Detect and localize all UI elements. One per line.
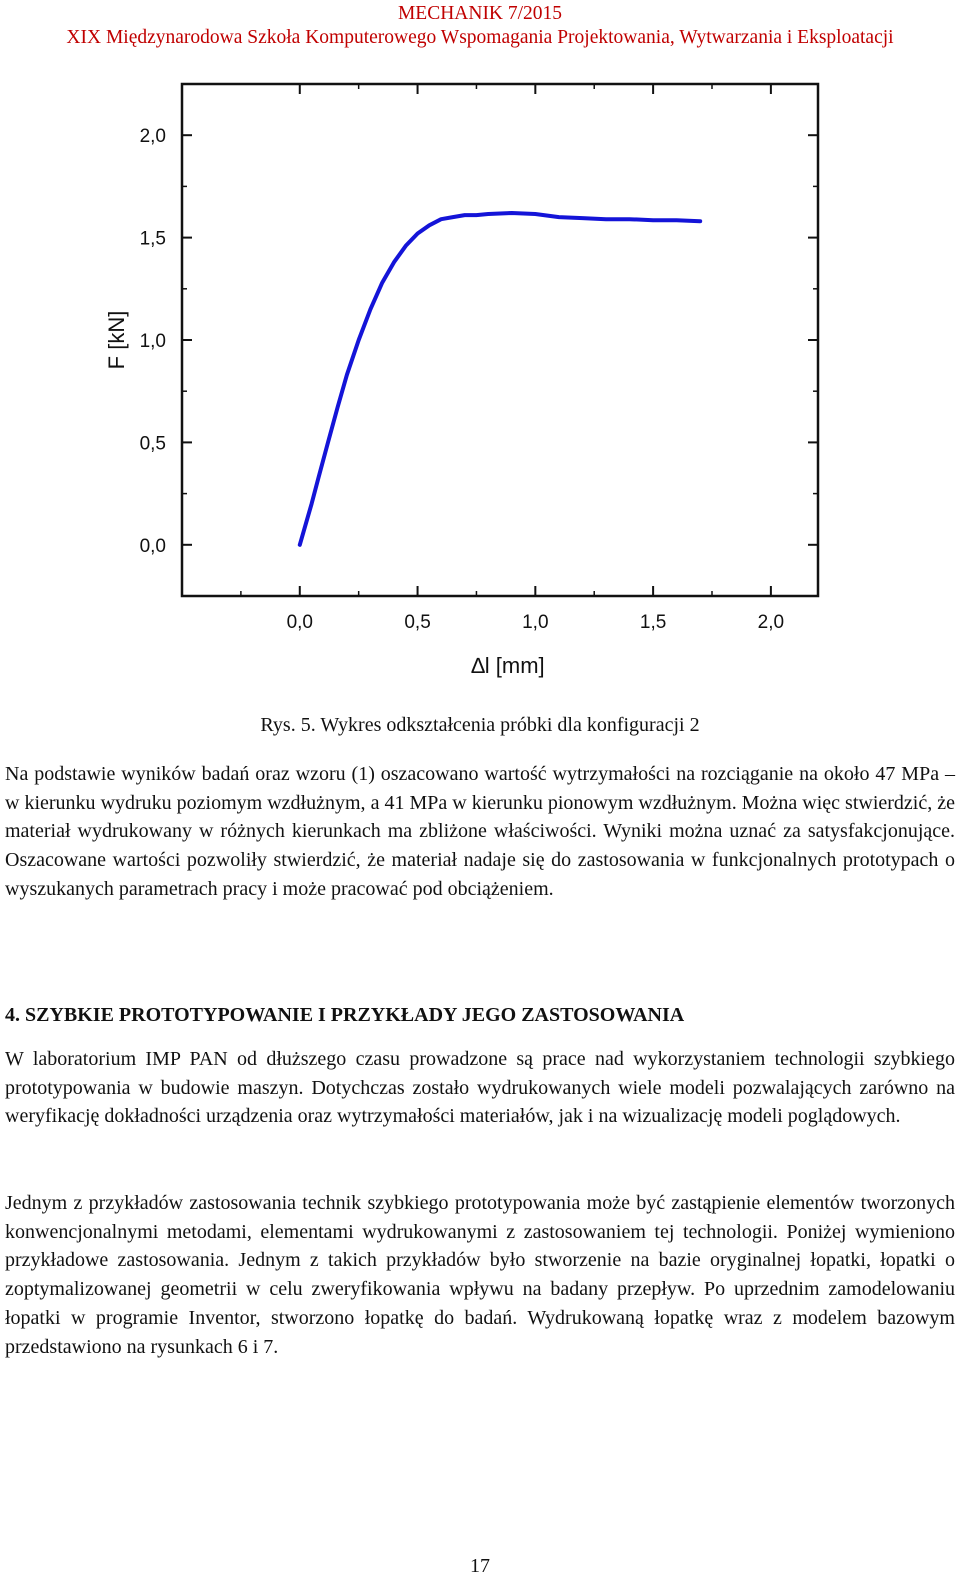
y-axis-label: F [kN] <box>104 310 129 370</box>
section-heading: 4. SZYBKIE PROTOTYPOWANIE I PRZYKŁADY JEGO ZASTOSOWANIA <box>5 1004 685 1026</box>
chart-svg <box>0 0 960 700</box>
x-tick-label: 0,0 <box>286 612 313 633</box>
x-tick-label: 1,5 <box>639 612 667 633</box>
paragraph-examples: Jednym z przykładów zastosowania technik szybkiego prototypowania może być zastąpienie elementów tworzonych konwencjonalnymi metodami, elementami wydrukowanymi z zastosowaniem tej technologii. Poniżej wymieniono przykładowe zastosowania. Jednym z takich przykładów było stworzenie na bazie oryginalnej łopatki, łopatki o zoptymalizowanej geometrii w celu zweryfikowania wpływu na badany przepływ. Po uprzednim zamodelowaniu łopatki w programie Inventor, stworzono łopatkę do badań. Wydrukowaną łopatkę wraz z modelem bazowym przedstawiono na rysunkach 6 i 7. <box>5 1192 955 1358</box>
x-axis-label: ∆l [mm] <box>471 653 545 678</box>
paragraph-laboratory: W laboratorium IMP PAN od dłuższego czasu prowadzone są prace nad wykorzystaniem technologii szybkiego prototypowania w budowie maszyn. Dotychczas zostało wydrukowanych wiele modeli pozwalających zarówno na weryfikację dokładności urządzenia oraz wytrzymałości materiałów, jak i na wizualizację modeli poglądowych. <box>5 1048 955 1128</box>
series-line <box>300 213 700 545</box>
paragraph-results: Na podstawie wyników badań oraz wzoru (1) oszacowano wartość wytrzymałości na rozciąganie na około 47 MPa – w kierunku wydruku poziomym wzdłużnym, a 41 MPa w kierunku pionowym wzdłużnym. Można więc stwierdzić, że materiał wydrukowany w różnych kierunkach ma zbliżone właściwości. Wyniki można uznać za satysfakcjonujące. Oszacowane wartości pozwoliły stwierdzić, że materiał nadaje się do zastosowania w funkcjonalnych prototypach o wyszukanych parametrach pracy i może pracować pod obciążeniem. <box>5 763 955 900</box>
plot-frame <box>182 84 818 596</box>
x-tick-label: 0,5 <box>404 612 431 633</box>
y-tick-label: 1,5 <box>139 228 166 250</box>
y-tick-label: 2,0 <box>139 126 166 148</box>
journal-title: MECHANIK 7/2015 <box>397 3 563 24</box>
x-tick-label: 2,0 <box>757 612 785 633</box>
y-tick-label: 0,5 <box>139 433 166 455</box>
x-tick-label: 1,0 <box>522 612 549 633</box>
conference-title: XIX Międzynarodowa Szkoła Komputerowego Wspomagania Projektowania, Wytwarzania i Eksploatacji <box>66 27 894 48</box>
page-number: 17 <box>470 1555 490 1577</box>
y-tick-label: 1,0 <box>139 331 166 352</box>
plot-area-border <box>182 84 818 596</box>
y-tick-label: 0,0 <box>139 535 166 557</box>
data-series <box>300 213 700 545</box>
figure-caption: Rys. 5. Wykres odkształcenia próbki dla konfiguracji 2 <box>260 714 700 736</box>
force-elongation-chart <box>0 0 960 700</box>
axis-ticks <box>182 84 818 596</box>
